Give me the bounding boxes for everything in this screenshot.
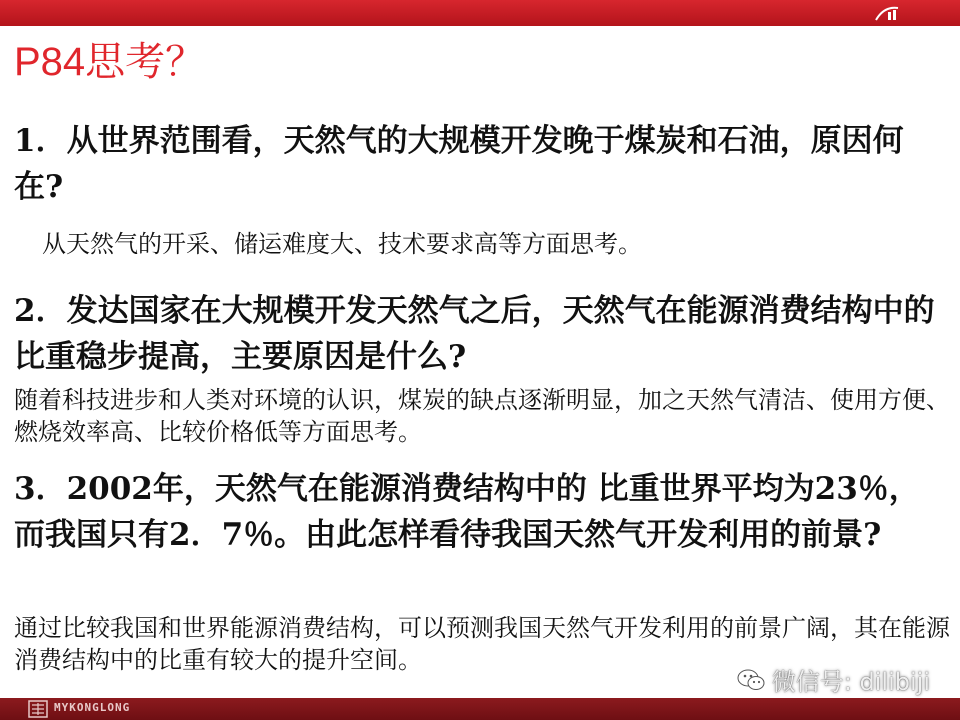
watermark-text: 微信号: dilibiji (771, 668, 930, 696)
slide-title: P84思考？ (14, 40, 206, 84)
bottom-footer-bar (0, 698, 960, 720)
question-3: 3．2002年，天然气在能源消费结构中的 比重世界平均为23％，而我国只有2．7％。由此怎样看待我国天然气开发利用的前景? (14, 471, 920, 553)
footer-brand: MYKONGLONG (54, 701, 131, 714)
answer-2: 随着科技进步和人类对环境的认识，煤炭的缺点逐渐明显，加之天然气清洁、使用方便、燃烧效率高、比较价格低等方面思考。 (14, 386, 950, 446)
question-2: 2．发达国家在大规模开发天然气之后，天然气在能源消费结构中的比重稳步提高，主要原因是什么? (14, 293, 935, 375)
wechat-watermark (736, 662, 930, 697)
question-1: 1．从世界范围看，天然气的大规模开发晚于煤炭和石油，原因何在? (14, 123, 904, 205)
answer-1: 从天然气的开采、储运难度大、技术要求高等方面思考。 (42, 230, 642, 258)
top-header-bar (0, 0, 960, 26)
wechat-icon (736, 667, 766, 693)
publisher-seal-icon (28, 700, 48, 718)
publisher-logo-icon (874, 4, 900, 22)
answer-3: 通过比较我国和世界能源消费结构，可以预测我国天然气开发利用的前景广阔，其在能源消费结构中的比重有较大的提升空间。 (14, 614, 950, 674)
